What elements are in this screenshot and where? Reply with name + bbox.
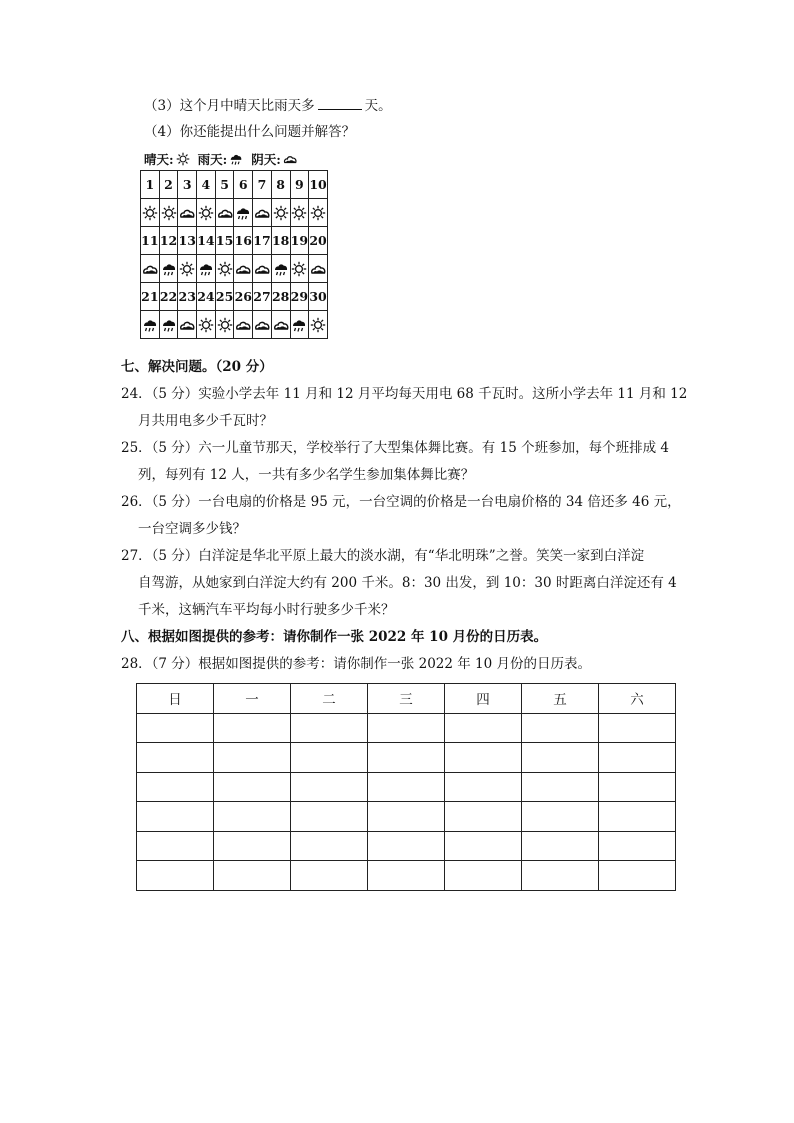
question-3-prefix: （3）这个月中晴天比雨天多 (144, 98, 315, 114)
weather-cell (271, 255, 290, 283)
weather-cell (197, 199, 216, 227)
sun-icon (291, 205, 307, 221)
day-number-cell: 7 (253, 171, 272, 199)
weather-cell (141, 255, 160, 283)
weather-icon-row (141, 311, 328, 339)
rain-icon (273, 261, 289, 277)
weekday-header: 五 (522, 684, 599, 714)
day-number-cell: 21 (141, 283, 160, 311)
question-25-line-2: 列，每列有 12 人，一共有多少名学生参加集体舞比赛？ (138, 467, 475, 483)
day-number-cell: 15 (215, 227, 234, 255)
sun-icon (217, 317, 233, 333)
calendar-date-cell[interactable] (368, 831, 445, 861)
day-number-cell: 5 (215, 171, 234, 199)
question-24-line-1: 24．（5 分）实验小学去年 11 月和 12 月平均每天用电 68 千瓦时。这所小学去年 11 月和 12 (121, 386, 688, 402)
weather-cell (215, 199, 234, 227)
day-number-cell: 12 (159, 227, 178, 255)
weather-icon-row (141, 255, 328, 283)
day-number-cell: 18 (271, 227, 290, 255)
calendar-date-cell[interactable] (599, 743, 676, 773)
day-number-cell: 30 (309, 283, 328, 311)
question-4: （4）你还能提出什么问题并解答？ (144, 124, 356, 140)
cloud-icon (310, 261, 326, 277)
calendar-date-cell[interactable] (522, 772, 599, 802)
calendar-week-row (137, 743, 676, 773)
day-number-cell: 24 (197, 283, 216, 311)
legend-label: 雨天: (197, 152, 228, 167)
calendar-week-row (137, 772, 676, 802)
weather-cell (141, 199, 160, 227)
cloud-icon (283, 152, 297, 166)
day-number-cell: 1 (141, 171, 160, 199)
day-number-cell: 26 (234, 283, 253, 311)
weekday-header: 六 (599, 684, 676, 714)
day-number-cell: 3 (178, 171, 197, 199)
weather-cell (309, 199, 328, 227)
sun-icon (142, 205, 158, 221)
question-25-line-1: 25．（5 分）六一儿童节那天，学校举行了大型集体舞比赛。有 15 个班参加，每个班排成 4 (121, 440, 669, 456)
calendar-date-cell[interactable] (137, 713, 214, 743)
day-number-cell: 10 (309, 171, 328, 199)
question-26-line-1: 26．（5 分）一台电扇的价格是 95 元，一台空调的价格是一台电扇价格的 34 倍还多 46 元， (121, 494, 681, 510)
calendar-week-row (137, 831, 676, 861)
weather-cell (253, 199, 272, 227)
weather-cell (178, 199, 197, 227)
calendar-date-cell[interactable] (137, 772, 214, 802)
rain-icon (229, 152, 243, 166)
weather-day-row (141, 171, 328, 199)
calendar-date-cell[interactable] (445, 772, 522, 802)
calendar-date-cell[interactable] (599, 861, 676, 891)
rain-icon (291, 317, 307, 333)
calendar-date-cell[interactable] (137, 743, 214, 773)
weather-cell (290, 199, 309, 227)
weather-cell (215, 255, 234, 283)
calendar-date-cell[interactable] (291, 802, 368, 832)
section-7-title: 七、解决问题。（20 分） (121, 359, 273, 375)
day-number-cell: 11 (141, 227, 160, 255)
day-number-cell: 23 (178, 283, 197, 311)
weather-cell (234, 311, 253, 339)
calendar-date-cell[interactable] (214, 831, 291, 861)
weather-cell (178, 255, 197, 283)
weekday-header: 一 (214, 684, 291, 714)
calendar-date-cell[interactable] (368, 802, 445, 832)
legend-label: 晴天: (144, 152, 174, 167)
sun-icon (161, 205, 177, 221)
weather-cell (159, 255, 178, 283)
calendar-date-cell[interactable] (599, 713, 676, 743)
calendar-date-cell[interactable] (214, 772, 291, 802)
sun-icon (273, 205, 289, 221)
question-24-line-2: 月共用电多少千瓦时？ (138, 413, 273, 429)
calendar-date-cell[interactable] (522, 743, 599, 773)
day-number-cell: 28 (271, 283, 290, 311)
calendar-week-row (137, 713, 676, 743)
sun-icon (291, 261, 307, 277)
weather-cell (309, 311, 328, 339)
weather-cell (271, 311, 290, 339)
weather-cell (290, 311, 309, 339)
calendar-date-cell[interactable] (368, 772, 445, 802)
weather-cell (215, 311, 234, 339)
calendar-date-cell[interactable] (291, 831, 368, 861)
calendar-date-cell[interactable] (522, 713, 599, 743)
weekday-header: 三 (368, 684, 445, 714)
calendar-date-cell[interactable] (445, 802, 522, 832)
legend-item-sun (144, 150, 190, 168)
rain-icon (161, 317, 177, 333)
question-3-suffix: 天。 (364, 98, 392, 114)
calendar-week-row (137, 802, 676, 832)
calendar-date-cell[interactable] (522, 831, 599, 861)
weather-cell (159, 311, 178, 339)
weekday-header: 二 (291, 684, 368, 714)
rain-icon (198, 261, 214, 277)
calendar-table (136, 683, 676, 891)
sun-icon (310, 317, 326, 333)
question-26-line-2: 一台空调多少钱？ (138, 521, 246, 537)
legend-item-rain (198, 150, 244, 168)
question-27-line-2: 自驾游，从她家到白洋淀大约有 200 千米。8：30 出发，到 10：30 时距离白洋淀还有 4 (138, 575, 677, 591)
day-number-cell: 9 (290, 171, 309, 199)
cloud-icon (235, 317, 251, 333)
calendar-date-cell[interactable] (445, 713, 522, 743)
weather-cell (197, 255, 216, 283)
weather-icon-row (141, 199, 328, 227)
weather-cell (234, 199, 253, 227)
cloud-icon (254, 205, 270, 221)
legend-item-cloud (251, 150, 297, 168)
question-3 (144, 96, 392, 115)
calendar-date-cell[interactable] (599, 831, 676, 861)
weather-cell (234, 255, 253, 283)
sun-icon (217, 261, 233, 277)
calendar-date-cell[interactable] (445, 831, 522, 861)
sun-icon (310, 205, 326, 221)
weather-cell (290, 255, 309, 283)
day-number-cell: 2 (159, 171, 178, 199)
weekday-header: 日 (137, 684, 214, 714)
calendar-date-cell[interactable] (214, 802, 291, 832)
weekday-header: 四 (445, 684, 522, 714)
rain-icon (142, 317, 158, 333)
calendar-date-cell[interactable] (445, 743, 522, 773)
calendar-week-row (137, 861, 676, 891)
cloud-icon (179, 205, 195, 221)
calendar-date-cell[interactable] (599, 802, 676, 832)
cloud-icon (235, 261, 251, 277)
calendar-date-cell[interactable] (214, 743, 291, 773)
cloud-icon (217, 205, 233, 221)
calendar-date-cell[interactable] (445, 861, 522, 891)
calendar-date-cell[interactable] (368, 861, 445, 891)
calendar-date-cell[interactable] (291, 713, 368, 743)
weather-legend (144, 150, 305, 168)
question-27-line-1: 27．（5 分）白洋淀是华北平原上最大的淡水湖，有“华北明珠”之誉。笑笑一家到白洋淀 (121, 548, 645, 564)
question-28: 28．（7 分）根据如图提供的参考：请你制作一张 2022 年 10 月份的日历表。 (121, 656, 592, 672)
day-number-cell: 17 (253, 227, 272, 255)
sun-icon (179, 261, 195, 277)
calendar-date-cell[interactable] (522, 802, 599, 832)
weather-cell (253, 311, 272, 339)
weather-cell (271, 199, 290, 227)
legend-label: 阴天: (251, 152, 281, 167)
calendar-date-cell[interactable] (368, 713, 445, 743)
weather-day-row (141, 283, 328, 311)
cloud-icon (179, 317, 195, 333)
calendar-header-row (137, 684, 676, 714)
day-number-cell: 22 (159, 283, 178, 311)
calendar-date-cell[interactable] (522, 861, 599, 891)
sun-icon (198, 317, 214, 333)
cloud-icon (254, 261, 270, 277)
calendar-date-cell[interactable] (214, 713, 291, 743)
calendar-date-cell[interactable] (137, 861, 214, 891)
day-number-cell: 13 (178, 227, 197, 255)
weather-grid (140, 170, 328, 339)
sun-icon (198, 205, 214, 221)
weather-day-row (141, 227, 328, 255)
weather-cell (159, 199, 178, 227)
calendar-date-cell[interactable] (214, 861, 291, 891)
calendar-date-cell[interactable] (291, 743, 368, 773)
cloud-icon (142, 261, 158, 277)
day-number-cell: 8 (271, 171, 290, 199)
cloud-icon (254, 317, 270, 333)
weather-cell (309, 255, 328, 283)
day-number-cell: 14 (197, 227, 216, 255)
sun-icon (176, 152, 190, 166)
day-number-cell: 25 (215, 283, 234, 311)
cloud-icon (273, 317, 289, 333)
calendar-date-cell[interactable] (291, 861, 368, 891)
section-8-title: 八、根据如图提供的参考：请你制作一张 2022 年 10 月份的日历表。 (121, 629, 548, 645)
weather-cell (141, 311, 160, 339)
day-number-cell: 27 (253, 283, 272, 311)
day-number-cell: 6 (234, 171, 253, 199)
weather-cell (178, 311, 197, 339)
day-number-cell: 20 (309, 227, 328, 255)
weather-cell (197, 311, 216, 339)
day-number-cell: 19 (290, 227, 309, 255)
rain-icon (161, 261, 177, 277)
answer-blank[interactable] (318, 96, 362, 110)
day-number-cell: 16 (234, 227, 253, 255)
calendar-date-cell[interactable] (291, 772, 368, 802)
calendar-date-cell[interactable] (137, 802, 214, 832)
calendar-date-cell[interactable] (137, 831, 214, 861)
day-number-cell: 29 (290, 283, 309, 311)
weather-cell (253, 255, 272, 283)
question-27-line-3: 千米，这辆汽车平均每小时行驶多少千米？ (138, 602, 395, 618)
calendar-date-cell[interactable] (599, 772, 676, 802)
day-number-cell: 4 (197, 171, 216, 199)
rain-icon (235, 205, 251, 221)
calendar-date-cell[interactable] (368, 743, 445, 773)
